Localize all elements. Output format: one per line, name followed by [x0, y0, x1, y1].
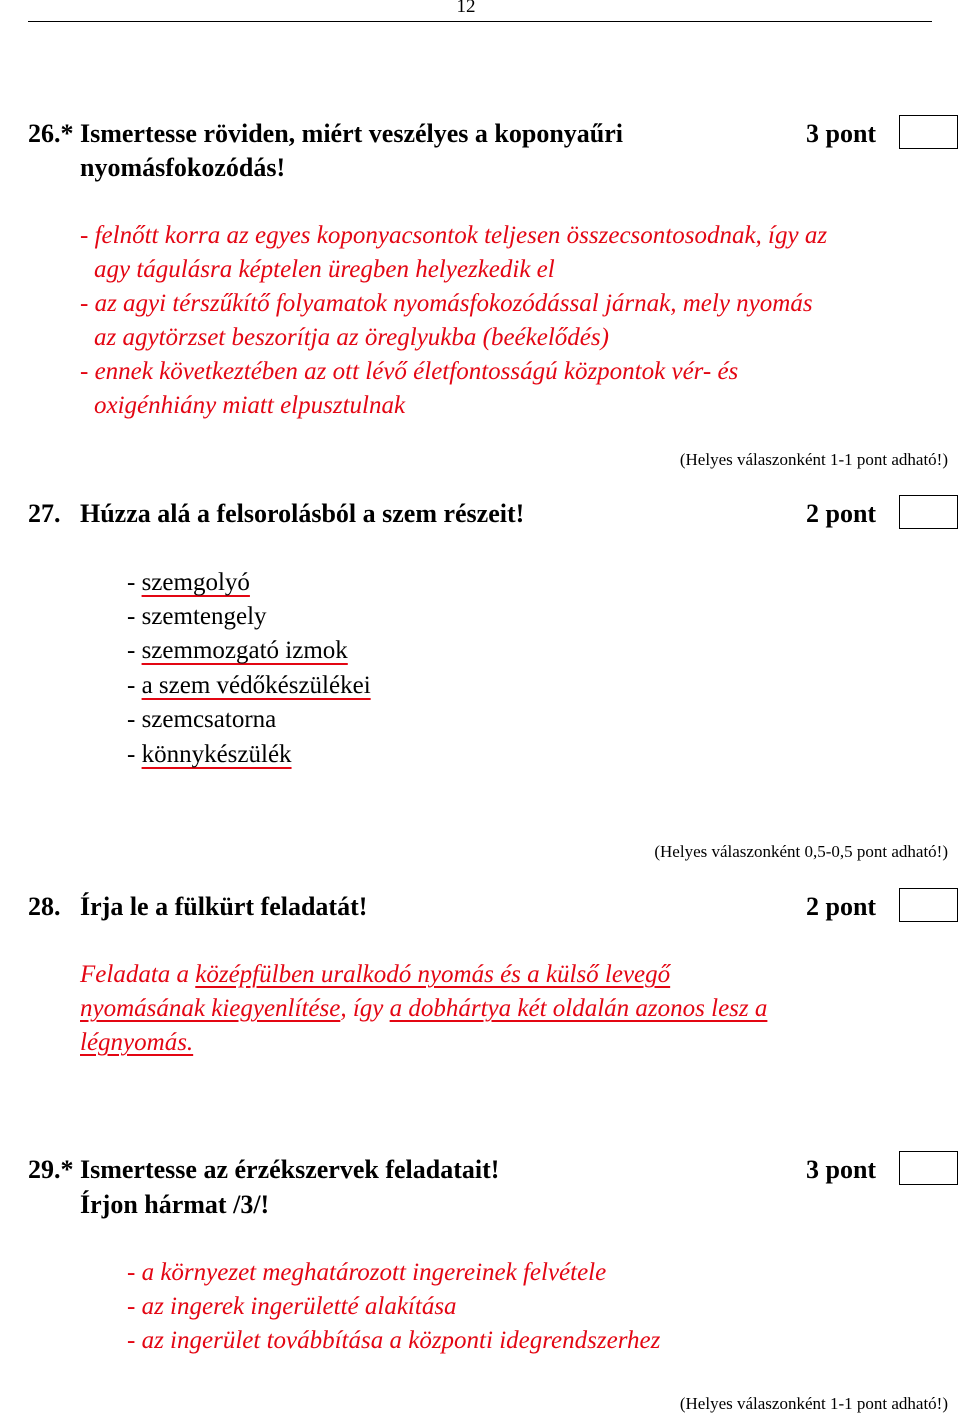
q27-list-item: - könnykészülék: [127, 741, 292, 768]
q28-answer-line3: légnyomás.: [80, 1029, 194, 1056]
q26-answer-line: oxigénhiány miatt elpusztulnak: [94, 392, 406, 419]
q27-list-item: - szemcsatorna: [127, 706, 277, 733]
q27-score-box[interactable]: [899, 495, 958, 529]
q29-title-line2: Írjon hármat /3/!: [80, 1190, 270, 1219]
q27-list-item: - a szem védőkészülékei: [127, 672, 371, 699]
q28-score-box[interactable]: [899, 888, 958, 922]
q26-score-box[interactable]: [899, 115, 958, 149]
underlined-answer: szemmozgató izmok: [141, 637, 348, 664]
q29-answer-item: - a környezet meghatározott ingereinek felvétele: [127, 1259, 607, 1286]
q26-scoring-note: (Helyes válaszonként 1-1 pont adható!): [679, 450, 948, 469]
q27-points: 2 pont: [806, 499, 877, 528]
header-rule: [28, 21, 932, 22]
q26-title-line1: Ismertesse röviden, miért veszélyes a koponyaűri: [80, 119, 624, 148]
q29-score-box[interactable]: [899, 1151, 958, 1185]
q27-list-item: - szemmozgató izmok: [127, 637, 348, 664]
q29-points: 3 pont: [806, 1155, 877, 1184]
q29-answer-item: - az ingerület továbbítása a központi idegrendszerhez: [127, 1327, 661, 1354]
q27-number: 27.: [28, 499, 61, 528]
q26-number: 26.*: [28, 119, 74, 148]
q28-number: 28.: [28, 892, 61, 921]
q26-title-line2: nyomásfokozódás!: [80, 153, 286, 182]
q27-title: Húzza alá a felsorolásból a szem részeit!: [80, 499, 525, 528]
q26-answer-line: az agytörzset beszorítja az öreglyukba (beékelődés): [94, 324, 609, 351]
page-number: 12: [456, 0, 476, 17]
q27-scoring-note: (Helyes válaszonként 0,5-0,5 pont adható!): [654, 842, 948, 861]
q29-scoring-note: (Helyes válaszonként 1-1 pont adható!): [679, 1394, 948, 1413]
q26-answer-line: - az agyi térszűkítő folyamatok nyomásfokozódással járnak, mely nyomás: [80, 290, 813, 317]
q29-answer-item: - az ingerek ingerületté alakítása: [127, 1293, 457, 1320]
q26-points: 3 pont: [806, 119, 877, 148]
q28-title: Írja le a fülkürt feladatát!: [80, 892, 368, 921]
q27-list-item: - szemgolyó: [127, 569, 250, 596]
underlined-answer: könnykészülék: [141, 741, 292, 768]
q27-list-item: - szemtengely: [127, 603, 267, 630]
underlined-answer: szemgolyó: [141, 569, 250, 596]
q28-answer-line1: Feladata a középfülben uralkodó nyomás és a külső levegő: [80, 961, 671, 988]
q26-answer-line: - ennek következtében az ott lévő életfontosságú központok vér- és: [80, 358, 739, 385]
q26-answer-line: - felnőtt korra az egyes koponyacsontok teljesen összecsontosodnak, így az: [80, 222, 828, 249]
q29-number: 29.*: [28, 1155, 74, 1184]
q28-points: 2 pont: [806, 892, 877, 921]
q26-answer-line: agy tágulásra képtelen üregben helyezkedik el: [94, 256, 555, 283]
q28-answer-line2: nyomásának kiegyenlítése, így a dobhártya két oldalán azonos lesz a: [80, 995, 768, 1022]
underlined-answer: a szem védőkészülékei: [141, 672, 371, 699]
q29-title-line1: Ismertesse az érzékszervek feladatait!: [80, 1155, 500, 1184]
